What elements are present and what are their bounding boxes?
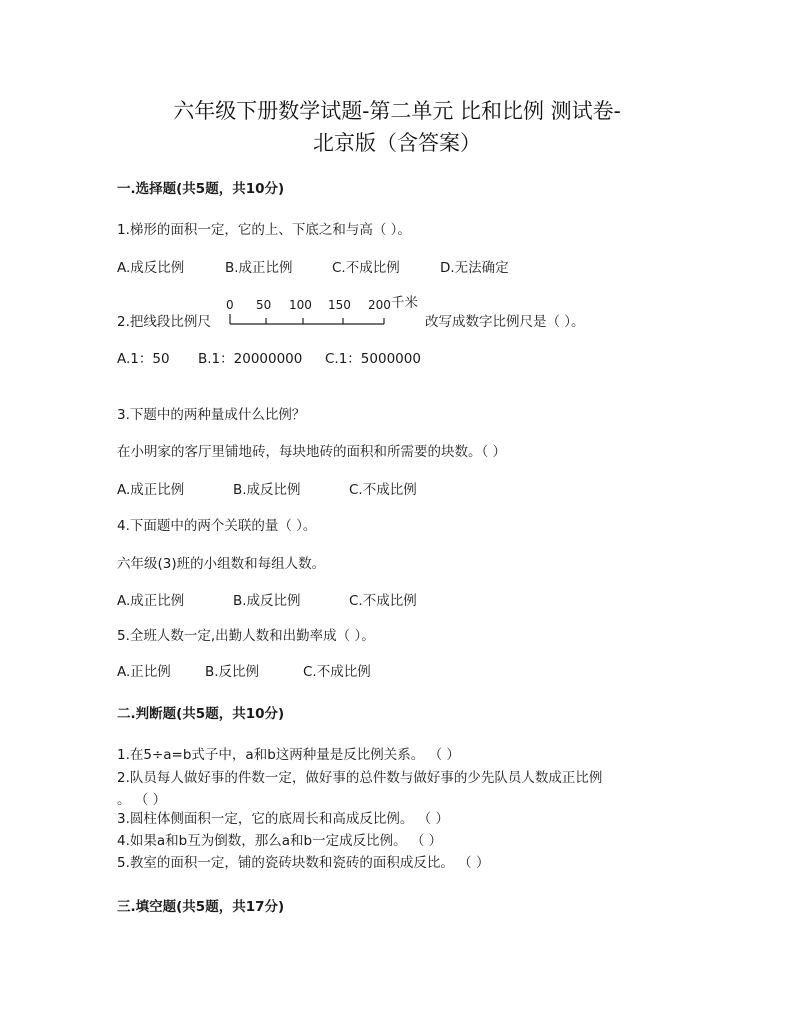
- question-3-option-c: C.不成比例: [349, 482, 417, 498]
- question-3-context: 在小明家的客厅里铺地砖，每块地砖的面积和所需要的块数。（ ）: [117, 444, 507, 460]
- question-1-option-b: B.成正比例: [225, 260, 293, 276]
- scale-unit-label: 千米: [391, 295, 418, 311]
- question-2-option-a: A.1：50: [117, 351, 170, 367]
- scale-label-50: 50: [256, 298, 272, 312]
- question-1-option-d: D.无法确定: [440, 260, 509, 276]
- section-heading-true-false: 二.判断题(共5题，共10分): [117, 706, 285, 722]
- judge-item-5: 5.教室的面积一定，铺的瓷砖块数和瓷砖的面积成反比。 （ ）: [117, 855, 490, 871]
- scale-bar: [226, 296, 426, 330]
- question-4-stem: 4.下面题中的两个关联的量（ ）。: [117, 518, 317, 534]
- judge-item-2-cont: 。 （ ）: [117, 792, 167, 808]
- question-2-option-c: C.1：5000000: [325, 351, 421, 367]
- question-5-option-c: C.不成比例: [303, 664, 371, 680]
- question-2-option-b: B.1：20000000: [198, 351, 303, 367]
- question-5-stem: 5.全班人数一定,出勤人数和出勤率成（ ）。: [117, 628, 375, 644]
- question-4-option-b: B.成反比例: [233, 593, 301, 609]
- question-3-option-a: A.成正比例: [117, 482, 185, 498]
- question-4-option-a: A.成正比例: [117, 593, 185, 609]
- judge-item-4: 4.如果a和b互为倒数，那么a和b一定成反比例。 （ ）: [117, 833, 443, 849]
- question-1-option-a: A.成反比例: [117, 260, 185, 276]
- page-title-line-2: 北京版（含答案）: [313, 131, 481, 155]
- page-title-line-1: 六年级下册数学试题-第二单元 比和比例 测试卷-: [173, 99, 621, 123]
- question-2-stem-start: 2.把线段比例尺: [117, 314, 211, 330]
- scale-label-150: 150: [328, 298, 351, 312]
- question-1-option-c: C.不成比例: [332, 260, 400, 276]
- question-4-option-c: C.不成比例: [349, 593, 417, 609]
- question-3-stem: 3.下题中的两种量成什么比例？: [117, 407, 306, 423]
- section-heading-fill-in: 三.填空题(共5题，共17分): [117, 899, 285, 915]
- question-4-context: 六年级(3)班的小组数和每组人数。: [117, 556, 326, 572]
- section-heading-choice: 一.选择题(共5题，共10分): [117, 181, 285, 197]
- line-scale-figure: [226, 296, 426, 330]
- question-3-option-b: B.成反比例: [233, 482, 301, 498]
- question-1-stem: 1.梯形的面积一定，它的上、下底之和与高（ ）。: [117, 222, 411, 238]
- judge-item-2: 2.队员每人做好事的件数一定，做好事的总件数与做好事的少先队员人数成正比例: [117, 770, 603, 786]
- judge-item-3: 3.圆柱体侧面积一定，它的底周长和高成反比例。 （ ）: [117, 811, 449, 827]
- question-2-stem-end: 改写成数字比例尺是（ ）。: [425, 314, 585, 330]
- judge-item-1: 1.在5÷a=b式子中，a和b这两种量是反比例关系。 （ ）: [117, 747, 460, 763]
- scale-label-100: 100: [289, 298, 312, 312]
- scale-label-200: 200: [368, 298, 391, 312]
- scale-label-0: 0: [226, 298, 234, 312]
- question-5-option-a: A.正比例: [117, 664, 171, 680]
- question-5-option-b: B.反比例: [205, 664, 260, 680]
